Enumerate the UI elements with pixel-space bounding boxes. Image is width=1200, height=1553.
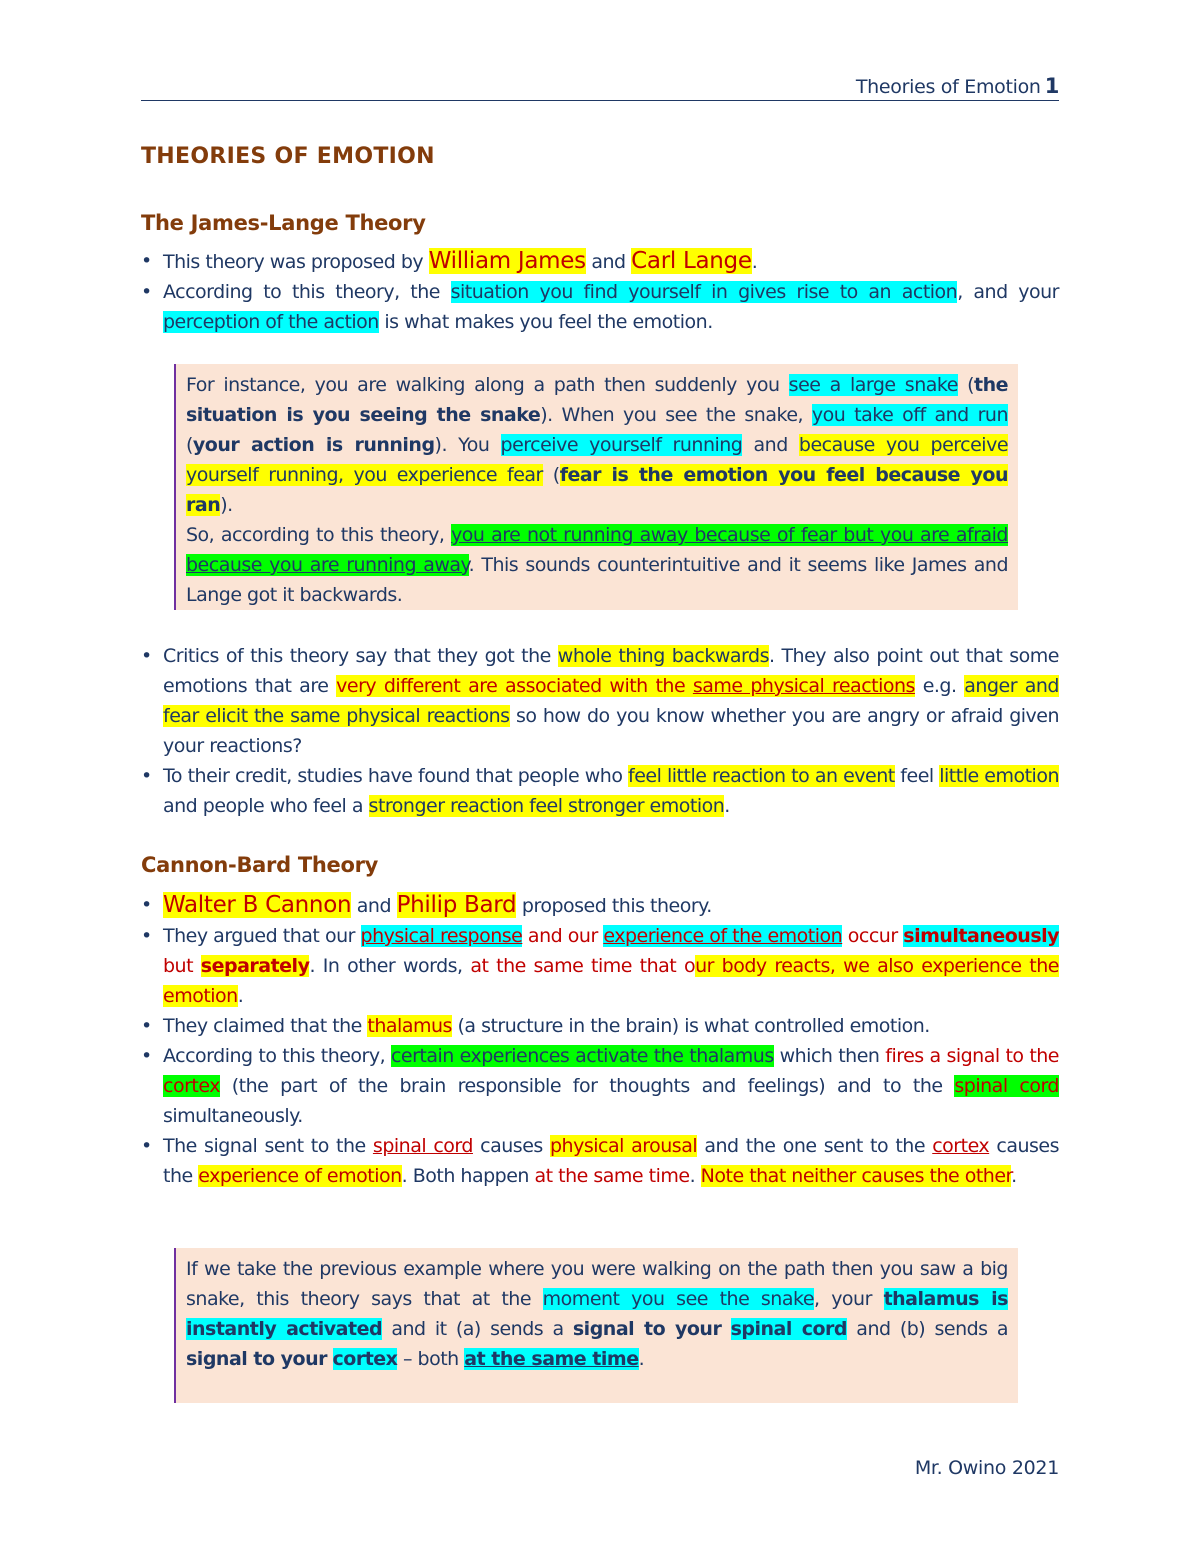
list-item: • They claimed that the thalamus (a structure in the brain) is what controlled emotion. [141, 1011, 1059, 1041]
james-lange-bullets-top [141, 246, 1059, 337]
list-item: • According to this theory, certain experiences activate the thalamus which then fires a signal to the cortex (the part of the brain responsible for thoughts and feelings) and to the spinal cord simultaneously. [141, 1041, 1059, 1131]
name-carl-lange: Carl Lange [631, 248, 752, 274]
example-paragraph: If we take the previous example where you were walking on the path then you saw a big snake, this theory says that at the moment you see the snake, your thalamus is instantly activated and it (a) sends a signal to your spinal cord and (b) sends a signal to your cortex – both at the same time. [186, 1258, 1008, 1370]
conclusion-paragraph: So, according to this theory, you are not running away because of fear but you are afraid because you are running away. This sounds counterintuitive and it seems like James and Lange got it backwards. [186, 524, 1009, 606]
header-title: Theories of Emotion [855, 76, 1041, 98]
james-lange-bullets-bottom [141, 641, 1059, 821]
page-header [141, 74, 1059, 101]
list-item: • The signal sent to the spinal cord causes physical arousal and the one sent to the cortex causes the experience of emotion. Both happen at the same time. Note that neither causes the other. [141, 1131, 1059, 1191]
list-item: • This theory was proposed by William James and Carl Lange. [141, 246, 1059, 277]
name-philip-bard: Philip Bard [396, 892, 517, 918]
cannon-bard-heading: Cannon-Bard Theory [141, 853, 379, 877]
page-number: 1 [1044, 74, 1059, 98]
list-item: • To their credit, studies have found that people who feel little reaction to an event feel little emotion and people who feel a stronger reaction feel stronger emotion. [141, 761, 1059, 821]
page-footer: Mr. Owino 2021 [914, 1457, 1059, 1479]
list-item: • Walter B Cannon and Philip Bard proposed this theory. [141, 890, 1059, 921]
list-item: • Critics of this theory say that they got the whole thing backwards. They also point out that some emotions that are very different are associated with the same physical reactions e.g. anger and fear elicit the same physical reactions so how do you know whether you are angry or afraid given your reactions? [141, 641, 1059, 761]
example-paragraph: For instance, you are walking along a path then suddenly you see a large snake (the situation is you seeing the snake). When you see the snake, you take off and run (your action is running). You perceive yourself running and because you perceive yourself running, you experience fear (fear is the emotion you feel because you ran). [186, 374, 1009, 516]
name-walter-cannon: Walter B Cannon [163, 892, 352, 918]
document-title: THEORIES OF EMOTION [141, 144, 435, 169]
james-lange-example-callout [174, 364, 1018, 610]
cannon-bard-example-callout [174, 1248, 1018, 1403]
list-item: • They argued that our physical response and our experience of the emotion occur simultaneously but separately. In other words, at the same time that our body reacts, we also experience the emotion. [141, 921, 1059, 1011]
cannon-bard-bullets [141, 890, 1059, 1191]
james-lange-heading: The James-Lange Theory [141, 211, 426, 235]
name-william-james: William James [428, 248, 586, 274]
list-item: • According to this theory, the situation you find yourself in gives rise to an action, and your perception of the action is what makes you feel the emotion. [141, 277, 1059, 337]
